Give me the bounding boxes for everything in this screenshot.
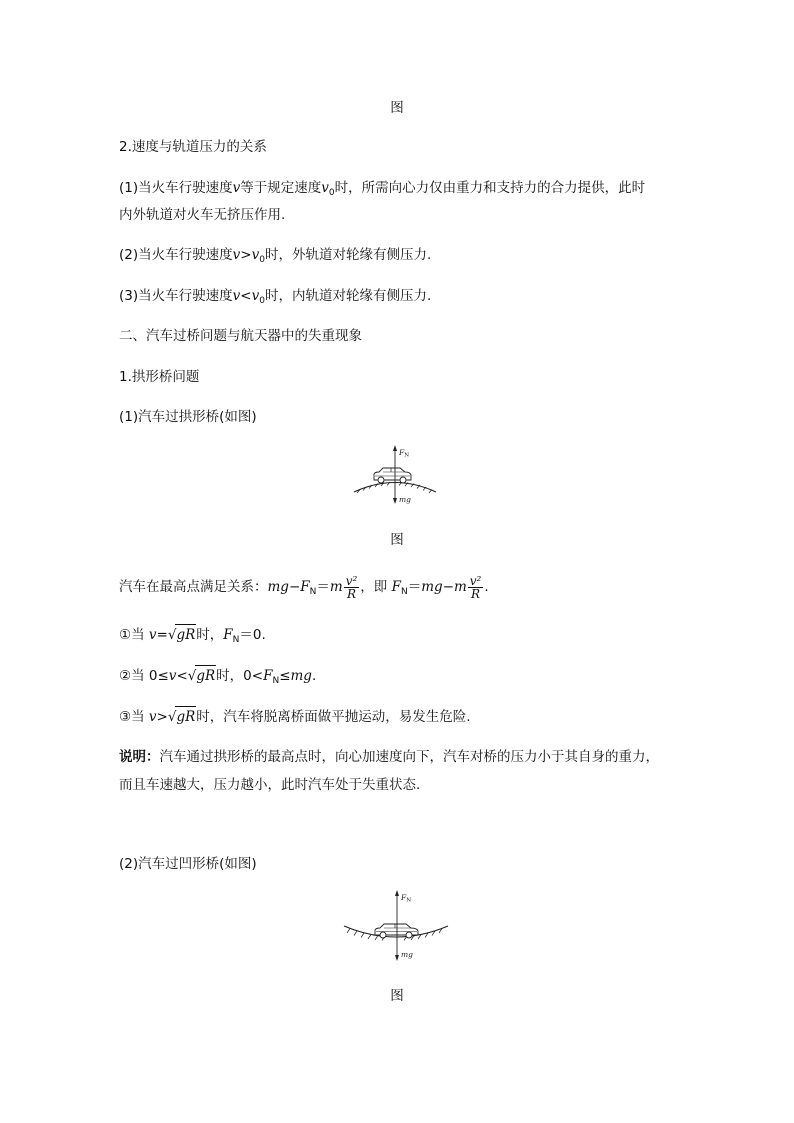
c3-v: v: [148, 709, 157, 725]
figure-caption-top: 图: [390, 100, 404, 116]
p3-text-b: 时，内轨道对轮缘有侧压力.: [264, 288, 432, 304]
condition-1: [119, 624, 266, 650]
p3-sub-0: 0: [259, 296, 265, 306]
c3-tail: 时，汽车将脱离桥面做平抛运动，易发生危险.: [196, 709, 471, 725]
c1-val: ＝0.: [239, 627, 266, 643]
arch-bridge-figure: [350, 443, 440, 509]
c1-n: N: [232, 635, 240, 645]
eq-n-1: N: [309, 587, 317, 597]
c1-tail: 时，: [196, 627, 224, 643]
c1-radical: √: [167, 627, 177, 643]
paragraph-1-line-2: 内外轨道对火车无挤压作用.: [119, 207, 286, 223]
c1-v: v: [148, 627, 157, 643]
c1-eq: =: [156, 627, 168, 643]
p3-lt: <: [240, 288, 252, 304]
fraction-v2-over-r-1: [344, 575, 360, 600]
paragraph-1-line-1: [119, 178, 645, 203]
p3-text-a: (3)当火车行驶速度: [119, 288, 233, 304]
gravity-arrow: [395, 932, 399, 961]
car-icon: [374, 468, 411, 483]
fig2-fn-n: N: [406, 897, 412, 904]
p3-var-v0: v: [251, 288, 260, 304]
car-icon: [375, 924, 418, 938]
p1-sub-0: 0: [328, 188, 335, 198]
c2-gr: gR: [195, 665, 216, 686]
c1-lead: ①当: [119, 627, 149, 643]
c2-tail: 时，0<: [216, 668, 264, 684]
p1-var-v: v: [232, 180, 241, 196]
c1-f: F: [223, 627, 233, 643]
part-2-heading: 二、汽车过桥问题与航天器中的失重现象: [119, 328, 362, 344]
eq-minus-2: −: [442, 579, 454, 595]
c2-lt: <: [176, 668, 188, 684]
eq-mg-2: mg: [421, 579, 443, 595]
c3-gr: gR: [175, 706, 196, 727]
c2-f: F: [263, 668, 273, 684]
c1-gr: gR: [175, 624, 196, 645]
note-text-1: 汽车通过拱形桥的最高点时，向心加速度向下，汽车对桥的压力小于其自身的重力，: [159, 749, 659, 765]
fig2-fn-f: F: [401, 893, 407, 902]
eq-f-1: F: [300, 579, 310, 595]
eq-lead-text: 汽车在最高点满足关系：: [119, 579, 268, 595]
fraction-den-1: R: [346, 586, 356, 601]
eq-comma: ，即: [360, 579, 392, 595]
eq-m-1: m: [329, 579, 343, 595]
note-line-2: 而且车速越大，压力越小，此时汽车处于失重状态.: [119, 777, 421, 793]
condition-3: [119, 706, 471, 727]
paragraph-2: [119, 245, 431, 270]
fraction-v2-over-r-2: [468, 575, 484, 600]
p2-sub-0: 0: [259, 255, 265, 265]
p2-gt: >: [240, 247, 252, 263]
fig1-fn-f: F: [399, 448, 405, 457]
arch-bridge-heading: 1.拱形桥问题: [119, 369, 200, 385]
figure-caption-concave: 图: [390, 988, 404, 1004]
p1-text-b: 等于规定速度: [240, 180, 322, 196]
paragraph-3: [119, 286, 431, 311]
equation-line: [119, 572, 489, 607]
p1-text-a: (1)当火车行驶速度: [119, 180, 233, 196]
p2-text-b: 时，外轨道对轮缘有侧压力.: [264, 247, 432, 263]
p2-text-a: (2)当火车行驶速度: [119, 247, 233, 263]
c2-le: ≤: [279, 668, 291, 684]
c2-v: v: [168, 668, 177, 684]
c2-radical: √: [187, 668, 197, 684]
arch-bridge-hatching: [357, 482, 432, 493]
eq-equals-2: ＝: [407, 579, 422, 595]
fig1-label-fn: [398, 448, 409, 459]
p1-text-c: 时，所需向心力仅由重力和支持力的合力提供，此时: [334, 180, 646, 196]
eq-equals-1: ＝: [316, 579, 330, 595]
c2-end: .: [311, 668, 317, 684]
eq-f-2: F: [391, 579, 401, 595]
eq-n-2: N: [400, 587, 408, 597]
c3-gt: >: [156, 709, 168, 725]
figure-caption-arch: 图: [390, 532, 404, 548]
p2-var-v0: v: [251, 247, 260, 263]
concave-bridge-figure: [340, 886, 452, 964]
arch-bridge-subheading: (1)汽车过拱形桥(如图): [119, 409, 257, 425]
eq-mg-1: mg: [267, 579, 289, 595]
condition-2: [119, 665, 316, 691]
note-line-1: [119, 747, 659, 767]
fraction-den-2: R: [471, 586, 481, 601]
p2-var-v: v: [232, 247, 241, 263]
fraction-num-2: v²: [469, 573, 482, 588]
section-2-heading: 2.速度与轨道压力的关系: [119, 139, 267, 155]
fraction-num-1: v²: [345, 573, 358, 588]
fig1-fn-n: N: [404, 452, 410, 459]
fig2-label-mg: mg: [401, 950, 413, 959]
c2-n: N: [272, 676, 280, 686]
p3-var-v: v: [232, 288, 241, 304]
c2-mg: mg: [290, 668, 312, 684]
p1-var-v0: v: [321, 180, 329, 196]
c3-lead: ③当: [119, 709, 149, 725]
concave-bridge-subheading: (2)汽车过凹形桥(如图): [119, 856, 257, 872]
c2-lead: ②当 0≤: [119, 668, 169, 684]
fig1-label-mg: mg: [399, 495, 411, 504]
eq-m-2: m: [453, 579, 467, 595]
note-label: 说明：: [119, 749, 160, 765]
c3-radical: √: [167, 709, 177, 725]
eq-minus-1: −: [288, 579, 301, 595]
eq-end: .: [484, 579, 489, 595]
fig2-label-fn: [400, 893, 411, 904]
